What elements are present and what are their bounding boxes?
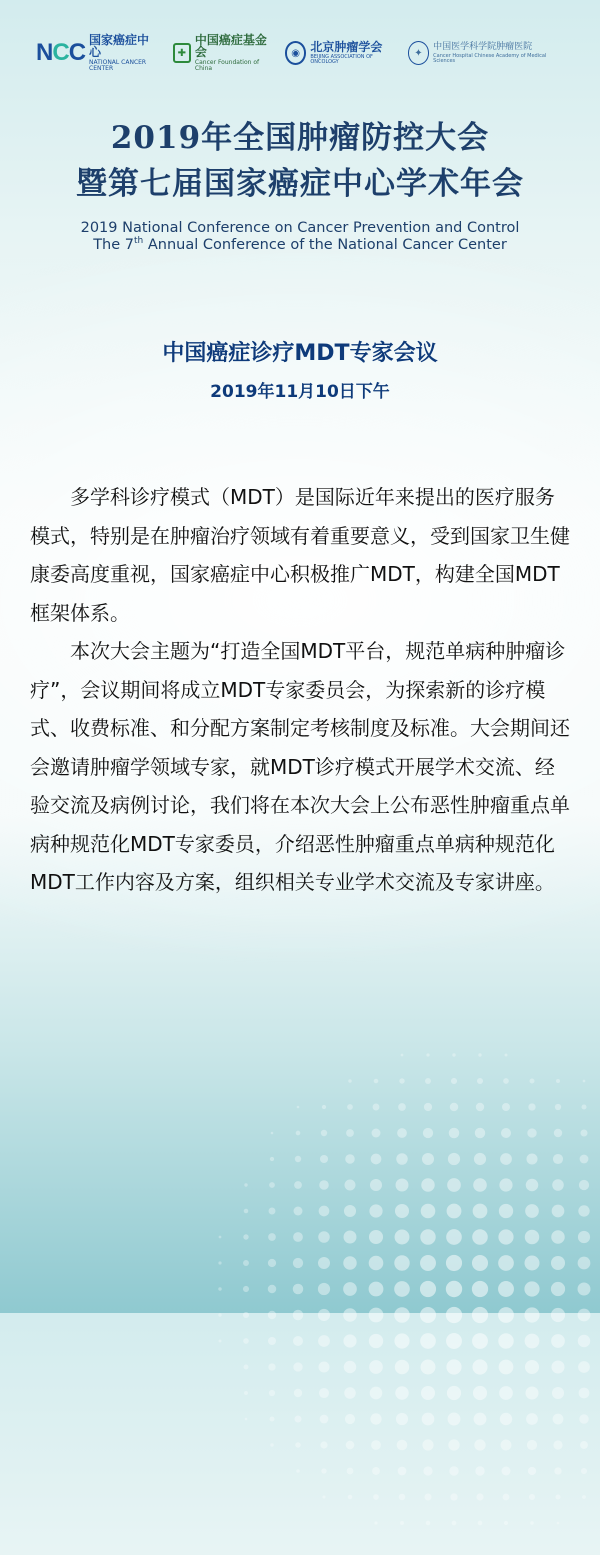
session-name: 中国癌症诊疗MDT专家会议 xyxy=(162,341,438,366)
cams-emblem-icon: ✦ xyxy=(408,41,429,65)
main-title-line2: 暨第七届国家癌症中心学术年会 xyxy=(76,166,524,202)
foundation-cn-name: 中国癌症基金会 xyxy=(194,33,267,59)
intro-paragraph: 多学科诊疗模式（MDT）是国际近年来提出的医疗服务模式，特别是在肿瘤治疗领域有着重要意义，受到国家卫生健康委高度重视，国家癌症中心积极推广MDT，构建全国MDT框架体系。 xyxy=(30,485,570,625)
foundation-logo xyxy=(173,34,269,72)
beijing-logo xyxy=(285,41,392,65)
beijing-emblem-icon: ◉ xyxy=(285,41,307,65)
intro-paragraph: 本次大会主题为“打造全国MDT平台，规范单病种肿瘤诊疗”，会议期间将成立MDT专家委员会，为探索新的诊疗模式、收费标准、和分配方案制定考核制度及标准。大会期间还会邀请肿瘤学领域专家，就MDT诊疗模式开展学术交流、经验交流及病例讨论，我们将在本次大会上公布恶性肿瘤重点单病种规范化MDT专家委员，介绍恶性肿瘤重点单病种规范化MDT工作内容及方案，组织相关专业学术交流及专家讲座。 xyxy=(30,639,570,894)
ncc-cn-name: 国家癌症中心 xyxy=(89,33,150,59)
foundation-emblem-icon: ✚ xyxy=(173,43,191,63)
main-title-line1: 2019年全国肿瘤防控大会 xyxy=(110,120,490,156)
english-title-line2-sup: th xyxy=(134,236,144,246)
beijing-en-name: BEIJING ASSOCIATION OF ONCOLOGY xyxy=(310,54,373,65)
ncc-logo xyxy=(36,34,157,72)
english-title-line1: 2019 National Conference on Cancer Prevention and Control xyxy=(80,220,520,236)
cams-cn-name: 中国医学科学院肿瘤医院 xyxy=(433,41,533,52)
foundation-en-name: Cancer Foundation of China xyxy=(194,59,260,72)
cams-en-name: Cancer Hospital Chinese Academy of Medical Sciences xyxy=(433,52,547,64)
logo-bar xyxy=(36,33,570,72)
dotted-globe-decoration xyxy=(200,1035,600,1555)
intro-text xyxy=(30,478,570,902)
ncc-mark: NCC xyxy=(36,39,86,66)
english-title-line2-pre: The 7 xyxy=(93,236,134,253)
english-title-line2-post: Annual Conference of the National Cancer Center xyxy=(143,236,507,253)
ncc-en-name: NATIONAL CANCER CENTER xyxy=(89,59,147,72)
session-time: 2019年11月10日下午 xyxy=(210,382,390,402)
english-title-line2 xyxy=(0,236,600,253)
beijing-cn-name: 北京肿瘤学会 xyxy=(310,40,383,54)
cams-logo xyxy=(408,41,554,65)
